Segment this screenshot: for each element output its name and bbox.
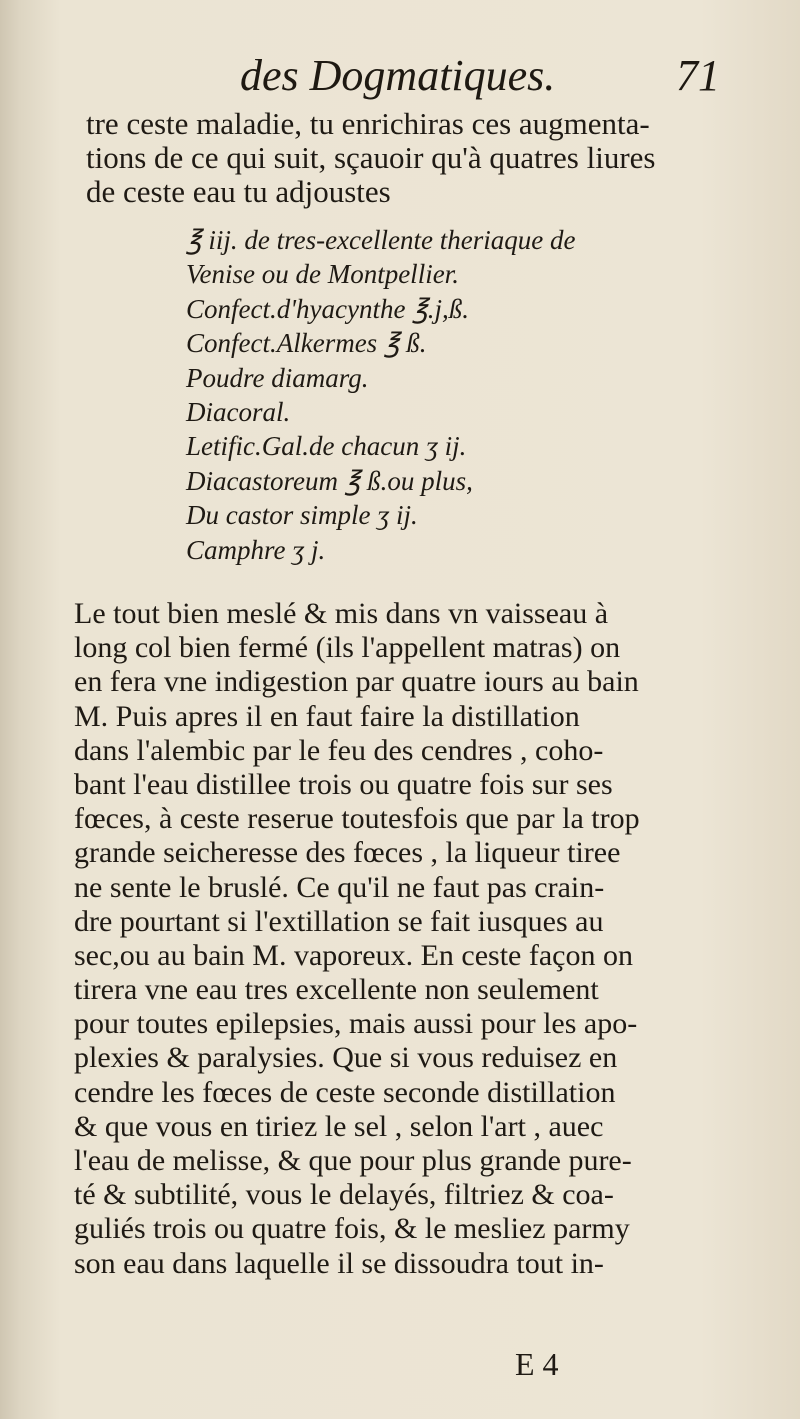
text-line: bant l'eau distillee trois ou quatre fois sur ses [74,767,613,801]
running-head [240,46,720,106]
text-line: & que vous en tiriez le sel , selon l'art , auec [74,1109,604,1143]
text-line: de ceste eau tu adjoustes [86,173,391,209]
text-line: Le tout bien meslé & mis dans vn vaisseau à [74,597,609,630]
recipe-item: Venise ou de Montpellier. [186,259,459,290]
text-line: son eau dans laquelle il se dissoudra tout in- [74,1246,604,1280]
text-line: té & subtilité, vous le delayés, filtriez & coa- [74,1178,614,1212]
text-line: dre pourtant si l'extillation se fait iusques au [74,904,604,938]
text-line: tre ceste maladie, tu enrichiras ces augmenta- [86,106,650,141]
text-line: M. Puis apres il en faut faire la distillation [74,699,580,733]
recipe-item: Diacoral. [186,396,291,427]
text-line: plexies & paralysies. Que si vous reduisez en [74,1041,618,1075]
text-line: guliés trois ou quatre fois, & le mesliez parmy [74,1212,630,1246]
recipe-item: Confect.Alkermes ℥ ß. [186,328,427,359]
text-line: grande seicheresse des fœces , la liqueur tiree [74,836,621,870]
text-line: pour toutes epilepsies, mais aussi pour les apo- [74,1007,638,1041]
page-number: 71 [676,51,720,100]
recipe-item: ℥ iij. de tres-excellente theriaque de [186,225,576,255]
text-line: sec,ou au bain M. vaporeux. En ceste façon on [74,938,633,972]
recipe-item: Diacastoreum ℥ ß.ou plus, [186,465,473,496]
running-title: des Dogmatiques. [240,51,556,100]
paragraph-intro [86,107,706,208]
text-line: en fera vne indigestion par quatre iours au bain [74,665,639,699]
text-line: ne sente le bruslé. Ce qu'il ne faut pas crain- [74,870,605,904]
text-line: l'eau de melisse, & que pour plus grande pure- [74,1144,632,1177]
recipe-item: Confect.d'hyacynthe ℥.j,ß. [186,293,470,324]
recipe-item: Camphre ʒ j. [186,534,326,565]
recipe-item: Poudre diamarg. [186,362,369,393]
recipe-list [186,223,706,567]
text-line: tirera vne eau tres excellente non seulement [74,973,599,1007]
recipe-item: Du castor simple ʒ ij. [186,500,418,531]
text-line: long col bien fermé (ils l'appellent matras) on [74,631,621,665]
text-line: cendre les fœces de ceste seconde distillation [74,1075,616,1109]
signature-mark: E 4 [515,1346,559,1382]
text-line: dans l'alembic par le feu des cendres , coho- [74,733,604,767]
paragraph-method [74,597,714,1281]
text-line: fœces, à ceste reserue toutesfois que par la trop [74,802,640,836]
recipe-item: Letific.Gal.de chacun ʒ ij. [186,431,467,462]
text-line: tions de ce qui suit, sçauoir qu'à quatres liures [86,139,656,175]
